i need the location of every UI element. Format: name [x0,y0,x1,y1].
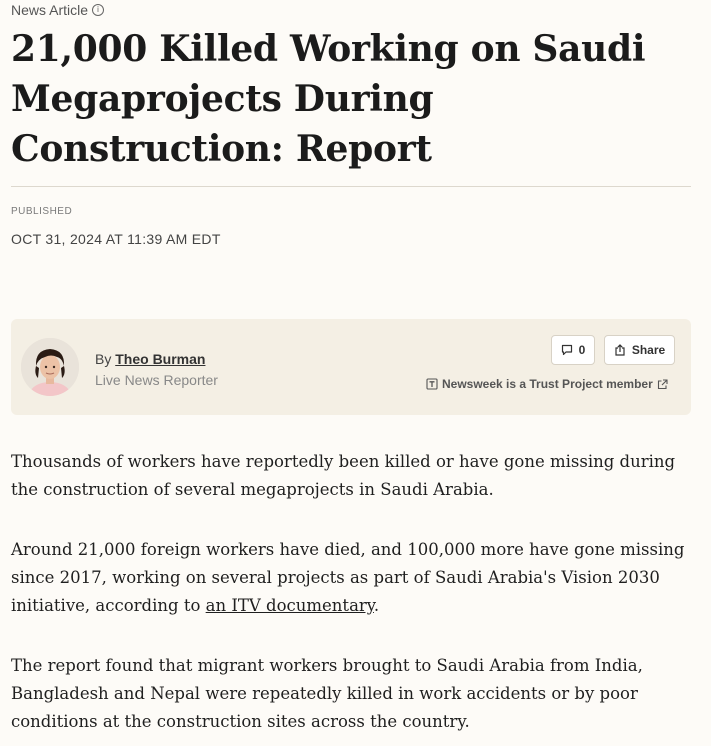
trust-project-icon [426,378,438,390]
paragraph-2-end: . [373,596,380,615]
paragraph-1: Thousands of workers have reportedly been killed or have gone missing during the construction of several megaprojects in Saudi Arabia. [11,452,676,499]
itv-documentary-link[interactable]: an ITV documentary [205,596,374,615]
divider [11,186,691,187]
comment-icon [561,344,573,356]
comments-button[interactable] [551,335,595,365]
share-button[interactable] [604,335,675,365]
comment-count: 0 [578,343,586,357]
headline: 21,000 Killed Working on Saudi Megaprojects During Construction: Report [11,28,646,170]
author-box [11,319,691,415]
byline-prefix: By [95,351,112,367]
author-avatar[interactable] [21,338,79,396]
share-icon [614,344,626,356]
author-name-link[interactable]: Theo Burman [115,351,206,367]
info-icon[interactable]: i [92,4,104,16]
published-date: OCT 31, 2024 AT 11:39 AM EDT [11,231,221,247]
share-label: Share [631,343,666,357]
paragraph-3: The report found that migrant workers brought to Saudi Arabia from India, Bangladesh and Nepal were repeatedly killed in work accidents or by poor conditions at the construction sites across the country. [11,656,643,731]
article-type-text: News Article [11,2,89,18]
trust-project-text: Newsweek is a Trust Project member [442,377,653,391]
paragraph-2 [11,536,701,620]
author-role: Live News Reporter [95,372,218,388]
paragraph-2-text: Around 21,000 foreign workers have died, and 100,000 more have gone missing since 2017, working on several projects as part of Saudi Arabia's Vision 2030 initiative, according to [11,540,685,615]
trust-project-link[interactable] [426,377,675,391]
byline [95,351,205,367]
article-type-label [11,2,104,18]
avatar-portrait-icon [21,338,79,396]
external-link-icon [657,379,668,390]
published-label: PUBLISHED [11,206,73,217]
